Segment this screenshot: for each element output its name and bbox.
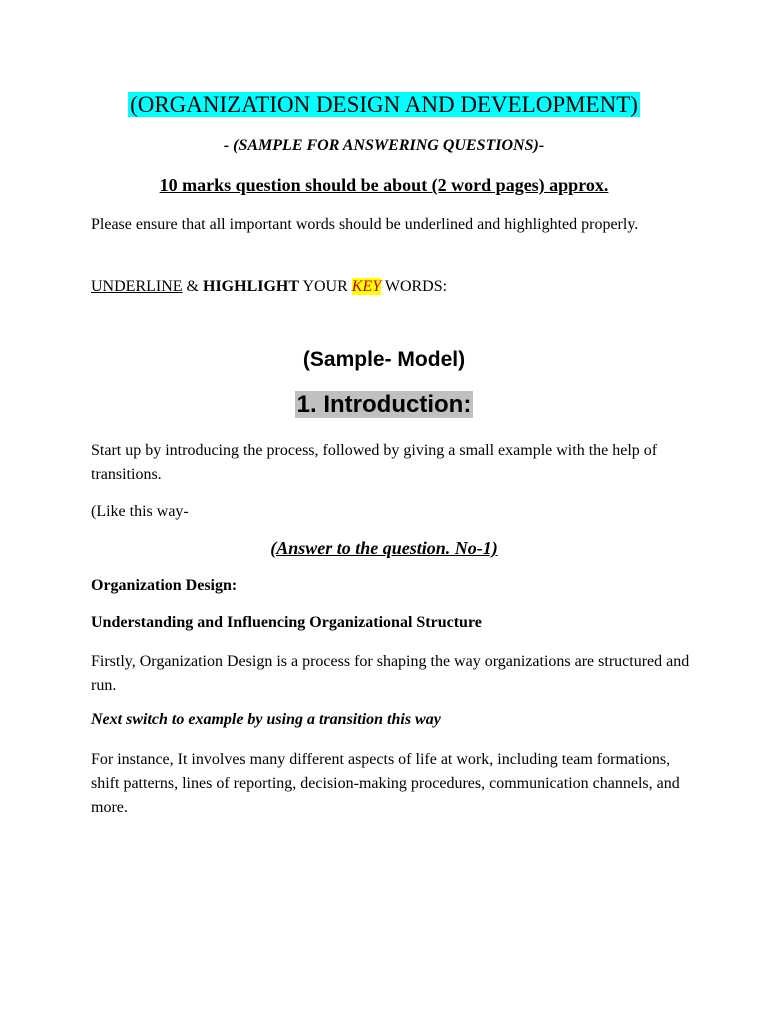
key-word: KEY bbox=[351, 278, 382, 295]
instance-paragraph: For instance, It involves many different aspects of life at work, including team formations, shift patterns, lines of reporting, decision-making procedures, communication channels, and more. bbox=[91, 751, 680, 816]
your-word: YOUR bbox=[299, 278, 352, 295]
emphasis-line bbox=[91, 275, 691, 299]
words-word: WORDS: bbox=[381, 278, 448, 295]
like-this-text: (Like this way- bbox=[91, 503, 189, 520]
answer-heading: (Answer to the question. No-1) bbox=[270, 538, 498, 558]
intro-paragraph: Start up by introducing the process, followed by giving a small example with the help of transitions. bbox=[91, 442, 658, 483]
transition-heading: Next switch to example by using a transition this way bbox=[91, 711, 441, 728]
marks-note: 10 marks question should be about (2 word pages) approx. bbox=[159, 175, 609, 195]
sample-model-heading: (Sample- Model) bbox=[302, 348, 466, 371]
section-heading-text: 1. Introduction: bbox=[296, 391, 472, 418]
document-title-text: (ORGANIZATION DESIGN AND DEVELOPMENT) bbox=[130, 92, 638, 117]
document-subtitle: - (SAMPLE FOR ANSWERING QUESTIONS)- bbox=[223, 137, 545, 154]
firstly-paragraph: Firstly, Organization Design is a process for shaping the way organizations are structured and run. bbox=[91, 653, 690, 694]
underline-word: UNDERLINE bbox=[91, 278, 183, 295]
org-design-heading: Organization Design: bbox=[91, 577, 238, 594]
understanding-heading: Understanding and Influencing Organizational Structure bbox=[91, 614, 482, 631]
instruction-paragraph: Please ensure that all important words should be underlined and highlighted properly. bbox=[91, 216, 639, 233]
section-heading bbox=[0, 391, 768, 419]
document-title bbox=[0, 92, 768, 118]
highlight-word: HIGHLIGHT bbox=[203, 278, 300, 295]
ampersand-text: & bbox=[182, 278, 203, 295]
